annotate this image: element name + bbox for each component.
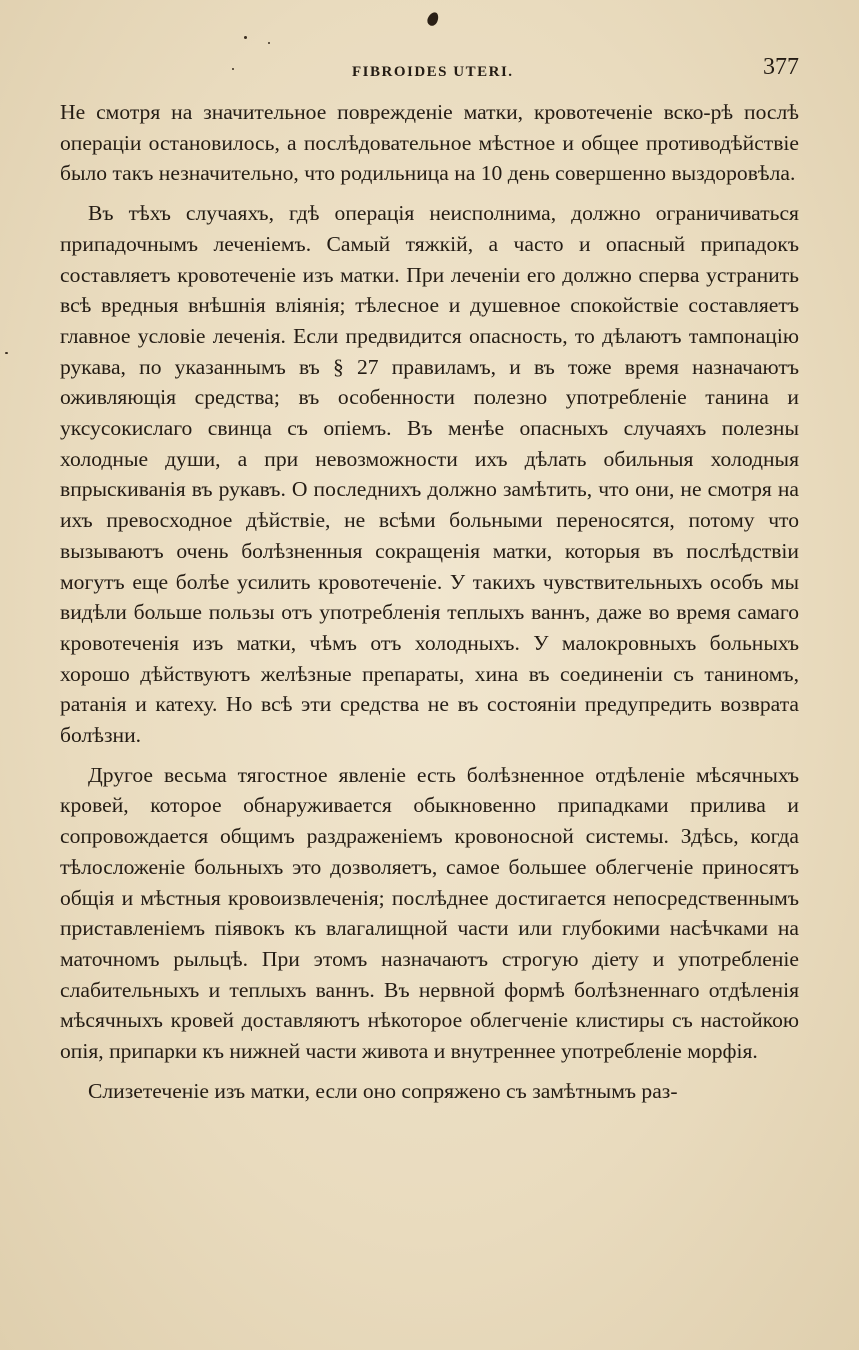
paragraph: Другое весьма тягостное явленіе есть болѣзненное отдѣленіе мѣсячныхъ кровей, которое обнаруживается обыкновенно припадками прилива и сопровождается общимъ раздраженіемъ кровоносной системы. Здѣсь, когда тѣлосложеніе больныхъ это дозволяетъ, самое большее облегченіе приносятъ общія и мѣстныя кровоизвлеченія; послѣднее достигается непосредственнымъ приставленіемъ піявокъ къ влагалищной части или глубокими насѣчками на маточномъ рыльцѣ. При этомъ назначаютъ строгую діету и употребленіе слабительныхъ и теплыхъ ваннъ. Въ нервной формѣ болѣзненнаго отдѣленія мѣсячныхъ кровей доставляютъ нѣкоторое облегченіе клистиры съ настойкою опія, припарки къ нижней части живота и внутреннее употребленіе морфія.	[60, 762, 799, 1064]
body-text	[60, 97, 799, 1107]
paragraph: Слизетеченіе изъ матки, если оно сопряжено съ замѣтнымъ раз-	[88, 1078, 678, 1103]
paper-speck	[5, 352, 8, 354]
running-title: FIBROIDES UTERI.	[352, 64, 514, 80]
paper-speck	[268, 42, 270, 44]
ink-blot	[426, 11, 441, 28]
page-number: 377	[763, 54, 799, 80]
paragraph: Въ тѣхъ случаяхъ, гдѣ операція неисполнима, должно ограничиваться припадочнымъ леченіемъ. Самый тяжкій, а часто и опасный припадокъ составляетъ кровотеченіе изъ матки. При леченіи его должно сперва устранить всѣ вредныя внѣшнія вліянія; тѣлесное и душевное спокойствіе составляетъ главное условіе леченія. Если предвидится опасность, то дѣлаютъ тампонацію рукава, по указаннымъ въ § 27 правиламъ, и въ тоже время назначаютъ оживляющія средства; въ особенности полезно употребленіе танина и уксусокислаго свинца съ опіемъ. Въ менѣе опасныхъ случаяхъ полезны холодные души, а при невозможности ихъ дѣлать обильныя холодныя впрыскиванія въ рукавъ. О последнихъ должно замѣтить, что они, не смотря на ихъ превосходное дѣйствіе, не всѣми больными переносятся, потому что вызываютъ очень болѣзненныя сокращенія матки, которыя въ послѣдствіи могутъ еще болѣе усилить кровотеченіе. У такихъ чувствительныхъ особъ мы видѣли больше пользы отъ употребленія теплыхъ ваннъ, даже во время самаго кровотеченія изъ матки, чѣмъ отъ холодныхъ. У малокровныхъ больныхъ хорошо дѣйствуютъ желѣзные препараты, хина въ соединеніи съ таниномъ, ратанія и катеху. Но всѣ эти средства не въ состояніи предупредить возврата болѣзни.	[60, 201, 799, 748]
paragraph: Не смотря на значительное поврежденіе матки, кровотеченіе вско-рѣ послѣ операціи остановилось, а послѣдовательное мѣстное и общее противодѣйствіе было такъ незначительно, что родильница на 10 день совершенно выздоровѣла.	[60, 100, 799, 186]
running-head	[0, 54, 859, 88]
paper-speck	[244, 36, 247, 39]
